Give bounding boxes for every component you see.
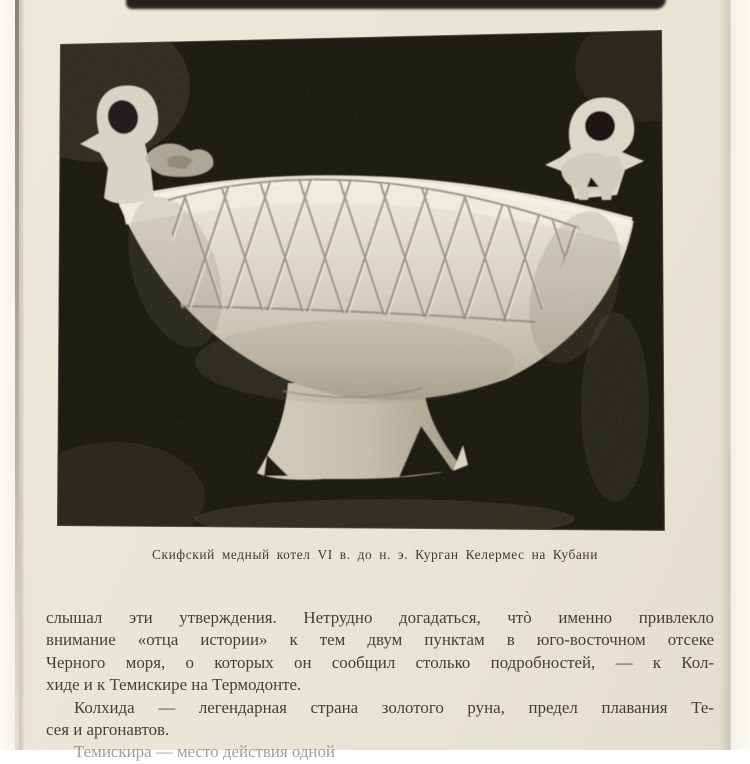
paragraph2-line2: сея и аргонавтов. [46, 720, 170, 740]
body-text [46, 607, 714, 764]
cauldron-photo-svg [55, 27, 667, 535]
paragraph2-line1: Колхида — легендарная страна золотого руна, предел плавания Те- [74, 697, 714, 717]
page-right-edge-shadow [719, 0, 731, 750]
top-crop-dark-band [126, 0, 666, 9]
paragraph1-line3: Черного моря, о которых он сообщил столько подробностей, — к Кол- [46, 652, 714, 672]
paragraph1-line2: внимание «отца истории» к тем двум пунктам в юго-восточном отсеке [46, 630, 714, 650]
photo-background [0, 12, 715, 552]
photo-caption: Скифский медный котел VI в. до н. э. Курган Келермес на Кубани [152, 547, 598, 562]
cauldron-photo [55, 27, 667, 535]
paragraph1-line1: слышал эти утверждения. Нетрудно догадаться, чтò именно привлекло [46, 608, 714, 627]
binding-edge-shadow [19, 0, 25, 750]
page-right-margin-edge [731, 0, 750, 750]
paragraph3-partial-line: Темискира — место действия одной [74, 742, 335, 762]
paragraph1-line4: хиде и к Темискире на Термодонте. [46, 675, 302, 695]
page-left-margin-edge [0, 0, 15, 750]
